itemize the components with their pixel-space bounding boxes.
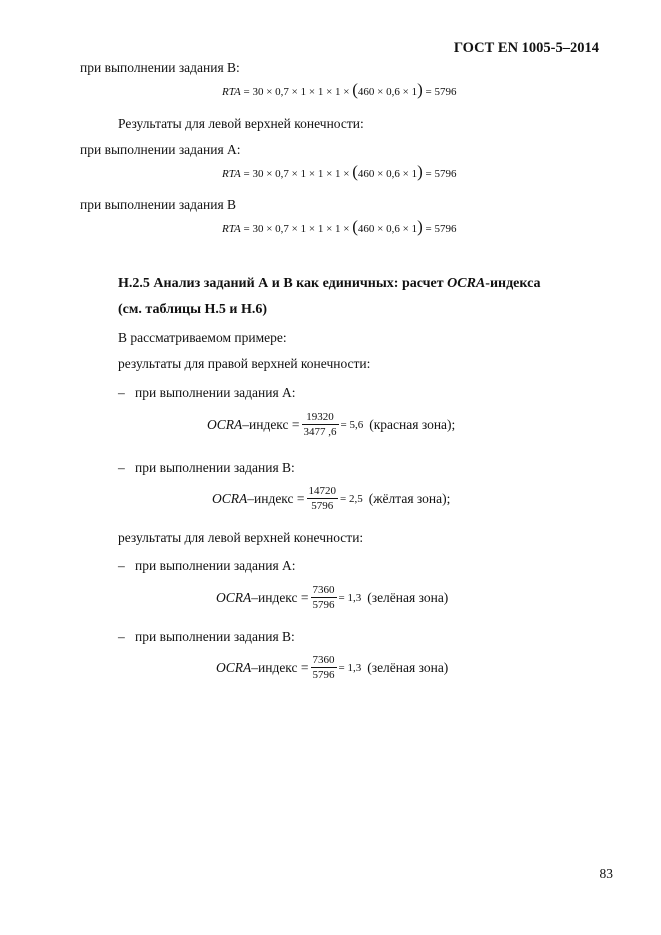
subsection-title: результаты для левой верхней конечности: — [118, 530, 364, 545]
text-line: при выполнении задания В: — [80, 60, 240, 75]
rta-inner: 460 × 0,6 × 1 — [357, 168, 418, 180]
list-dash: – — [118, 558, 125, 573]
list-dash: – — [118, 629, 125, 644]
ocra-suffix: –индекс = — [247, 490, 305, 506]
rta-expression: = 30 × 0,7 × 1 × 1 × 1 × — [243, 86, 353, 98]
text-line: Результаты для левой верхней конечности: — [118, 116, 364, 131]
paren-open: ( — [352, 217, 358, 236]
ocra-result: = 1,3 — [338, 661, 362, 674]
section-heading — [118, 276, 615, 292]
zone-label: (красная зона); — [369, 416, 456, 432]
fraction: $\frac{14720}{5796}$ — [308, 485, 337, 512]
rta-result: = 5796 — [425, 223, 457, 235]
list-dash: – — [118, 385, 125, 400]
list-item-label: при выполнении задания А: — [135, 558, 296, 573]
list-dash: – — [118, 460, 125, 475]
subsection-title: результаты для правой верхней конечности: — [118, 356, 371, 371]
rta-formula — [222, 162, 457, 181]
paren-close: ) — [417, 162, 423, 181]
paren-open: ( — [352, 162, 358, 181]
ocra-symbol: OCRA — [216, 659, 252, 675]
rta-symbol: RTA — [222, 86, 241, 98]
ocra-suffix: –индекс = — [242, 416, 300, 432]
rta-expression: = 30 × 0,7 × 1 × 1 × 1 × — [243, 168, 353, 180]
ocra-formula — [207, 410, 455, 439]
rta-inner: 460 × 0,6 × 1 — [357, 86, 418, 98]
heading-text: Н.2.5 Анализ заданий А и В как единичных: расчет OCRA-индекса — [118, 276, 541, 291]
section-heading-line2: (см. таблицы Н.5 и Н.6) — [118, 302, 268, 317]
zone-label: (зелёная зона) — [367, 659, 449, 675]
rta-symbol: RTA — [222, 223, 241, 235]
text-line: В рассматриваемом примере: — [118, 330, 287, 345]
ocra-result: = 1,3 — [338, 591, 362, 604]
fraction: $\frac{7360}{5796}$ — [312, 584, 335, 611]
rta-result: = 5796 — [425, 168, 457, 180]
paren-open: ( — [352, 80, 358, 99]
ocra-symbol: OCRA — [212, 490, 248, 506]
ocra-result: = 5,6 — [340, 418, 364, 431]
ocra-suffix: –индекс = — [251, 659, 309, 675]
rta-expression: = 30 × 0,7 × 1 × 1 × 1 × — [243, 223, 353, 235]
ocra-formula — [216, 583, 448, 612]
ocra-formula — [216, 653, 448, 682]
zone-label: (жёлтая зона); — [368, 490, 451, 506]
paren-close: ) — [417, 80, 423, 99]
rta-result: = 5796 — [425, 86, 457, 98]
fraction: $\frac{7360}{5796}$ — [312, 654, 335, 681]
ocra-formula — [212, 484, 450, 513]
list-item-label: при выполнении задания В: — [135, 629, 295, 644]
fraction: $\frac{19320}{3477 ,6}$ — [303, 411, 337, 438]
paren-close: ) — [417, 217, 423, 236]
rta-symbol: RTA — [222, 168, 241, 180]
text-line: при выполнении задания А: — [80, 142, 241, 157]
ocra-result: = 2,5 — [340, 492, 363, 505]
zone-label: (зелёная зона) — [367, 589, 449, 605]
document-code: ГОСТ EN 1005-5–2014 — [453, 40, 599, 56]
rta-formula — [222, 217, 457, 236]
ocra-symbol: OCRA — [216, 589, 252, 605]
ocra-symbol: OCRA — [207, 416, 243, 432]
ocra-suffix: –индекс = — [251, 589, 309, 605]
text-line: при выполнении задания В — [80, 197, 237, 212]
list-item-label: при выполнении задания В: — [135, 460, 295, 475]
list-item-label: при выполнении задания А: — [135, 385, 296, 400]
page-number: 83 — [599, 866, 613, 881]
rta-formula — [222, 80, 457, 99]
rta-inner: 460 × 0,6 × 1 — [357, 223, 418, 235]
